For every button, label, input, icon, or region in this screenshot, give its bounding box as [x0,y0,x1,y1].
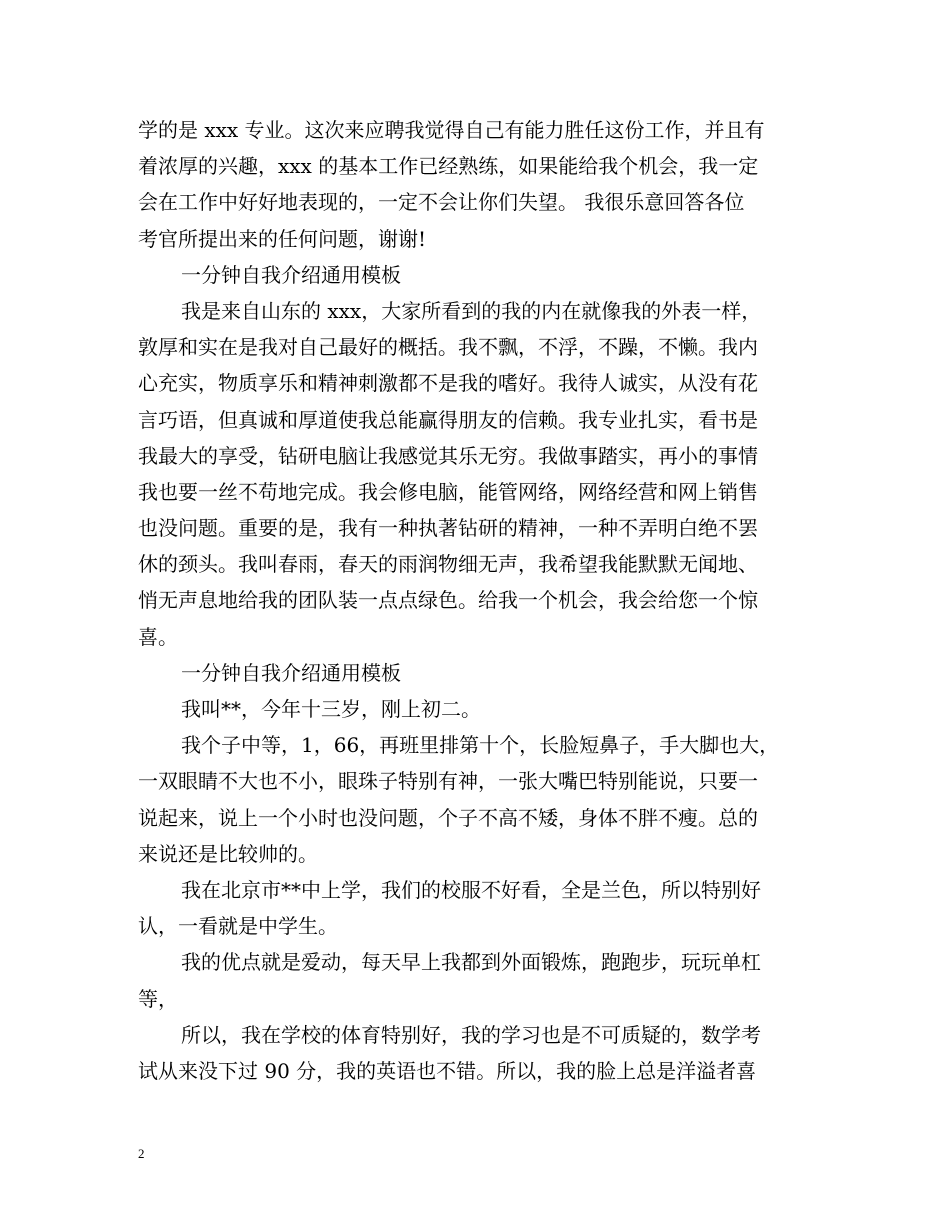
text-line: 认，一看就是中学生。 [138,914,338,939]
text-line: 心充实，物质享乐和精神刺激都不是我的嗜好。我待人诚实，从没有花 [138,371,758,396]
text-line: 我叫**，今年十三岁，刚上初二。 [181,697,481,721]
text-line: 说起来，说上一个小时也没问题，个子不高不矮，身体不胖不瘦。总的 [138,805,758,830]
text-line: 考官所提出来的任何问题，谢谢! [138,226,427,251]
text-line: 所以，我在学校的体育特别好，我的学习也是不可质疑的，数学考 [181,1022,761,1047]
page-number: 2 [138,1146,145,1161]
document-body [138,112,828,1089]
text-line: 我是来自山东的 xxx，大家所看到的我的内在就像我的外表一样， [181,298,762,323]
text-line: 一双眼睛不大也不小，眼珠子特别有神，一张大嘴巴特别能说，只要一 [138,769,758,794]
text-line: 会在工作中好好地表现的，一定不会让你们失望。 我很乐意回答各位 [138,190,745,215]
section-heading: 一分钟自我介绍通用模板 [181,262,401,287]
text-line: 敦厚和实在是我对自己最好的概括。我不飘，不浮，不躁，不懒。我内 [138,335,758,360]
text-line: 等， [138,986,178,1011]
text-line: 我在北京市**中上学，我们的校服不好看，全是兰色，所以特别好 [181,877,761,902]
text-line: 我的优点就是爱动，每天早上我都到外面锻炼，跑跑步，玩玩单杠 [181,950,761,975]
text-line: 休的颈头。我叫春雨，春天的雨润物细无声，我希望我能默默无闻地、 [138,552,758,577]
section-heading: 一分钟自我介绍通用模板 [181,660,401,685]
text-line: 我最大的享受，钻研电脑让我感觉其乐无穷。我做事踏实，再小的事情 [138,443,758,468]
text-line: 我也要一丝不苟地完成。我会修电脑，能管网络，网络经营和网上销售 [138,479,758,504]
text-line: 言巧语，但真诚和厚道使我总能赢得朋友的信赖。我专业扎实，看书是 [138,407,758,432]
text-line: 试从来没下过 90 分，我的英语也不错。所以，我的脸上总是洋溢者喜 [138,1058,757,1083]
text-line: 我个子中等，1，66，再班里排第十个，长脸短鼻子，手大脚也大， [181,733,780,758]
text-line: 也没问题。重要的是，我有一种执著钻研的精神，一种不弄明白绝不罢 [138,516,758,541]
text-line: 着浓厚的兴趣，xxx 的基本工作已经熟练，如果能给我个机会，我一定 [138,154,759,179]
text-line: 喜。 [138,624,178,649]
text-line: 来说还是比较帅的。 [138,841,318,866]
text-line: 悄无声息地给我的团队装一点点绿色。给我一个机会，我会给您一个惊 [138,588,758,613]
text-line: 学的是 xxx 专业。这次来应聘我觉得自己有能力胜任这份工作，并且有 [138,118,765,142]
